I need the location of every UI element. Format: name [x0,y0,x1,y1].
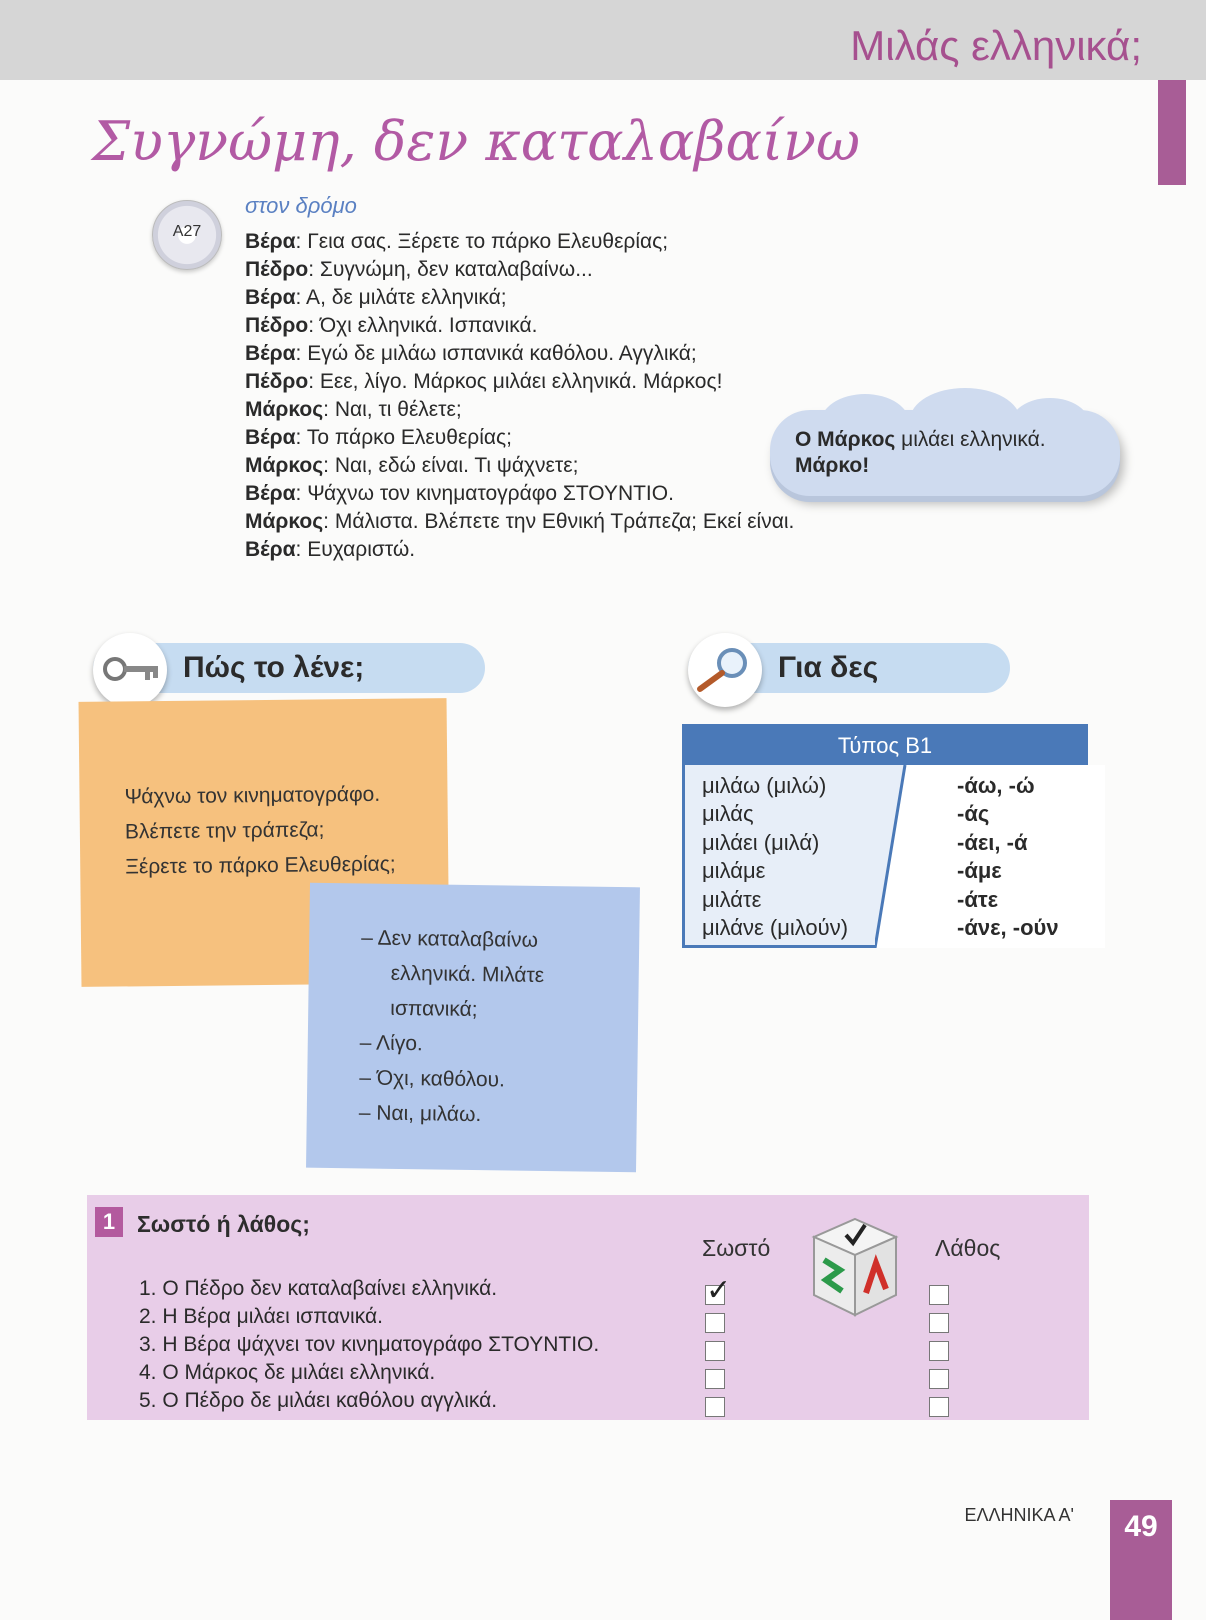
exercise-title: Σωστό ή λάθος; [137,1211,310,1237]
dialogue-speaker: Βέρα [245,538,296,561]
answer-line: ισπανικά; [390,996,478,1022]
dialogue-speaker: Μάρκος [245,398,324,421]
dialogue-line [245,368,794,396]
dialogue-speaker: Βέρα [245,286,296,309]
grammar-endings [957,772,1059,942]
dice-icon [810,1215,900,1320]
grammar-ending: -άει, -ά [957,829,1028,855]
grammar-table [682,724,1088,948]
dialogue-speaker: Πέδρο [245,258,309,281]
grammar-form: μιλάει (μιλά) [702,829,820,855]
speech-cloud-text [795,427,1046,479]
footer-book-title: ΕΛΛΗΝΙΚΑ Α' [964,1505,1074,1525]
true-column-header: Σωστό [702,1235,771,1261]
grammar-form: μιλάω (μιλώ) [702,773,827,798]
exercise-items [139,1275,599,1415]
dialogue-text: : Μάλιστα. Βλέπετε την Εθνική Τράπεζα; Εκεί είναι. [323,510,795,533]
dialogue-line [245,228,794,256]
checkmark-icon: ✓ [706,1274,732,1307]
dialogue-speaker: Πέδρο [245,314,309,337]
false-checkbox[interactable] [929,1285,949,1305]
grammar-form: μιλάμε [702,858,766,884]
grammar-form: μιλάνε (μιλούν) [702,915,849,941]
lesson-title: Συγνώμη, δεν καταλαβαίνω [92,110,861,173]
answers-note [306,883,640,1173]
grammar-form: μιλάτε [702,886,762,912]
speech-cloud [770,410,1120,496]
exercise-item: 4. Ο Μάρκος δε μιλάει ελληνικά. [139,1361,436,1384]
dialogue-text: : Εεε, λίγο. Μάρκος μιλάει ελληνικά. Μάρκος! [308,370,723,393]
dialogue-text: : Όχι ελληνικά. Ισπανικά. [308,314,538,337]
dialogue-speaker: Βέρα [245,426,296,449]
question-line: Ψάχνω τον κινηματογράφο. [124,782,381,809]
dialogue-line [245,284,794,312]
grammar-ending: -άμε [957,858,1002,884]
dialogue-speaker: Βέρα [245,230,296,253]
dialogue-text: : Ναι, εδώ είναι. Τι ψάχνετε; [323,454,579,477]
grammar-forms [702,772,848,942]
exercise-item: 3. Η Βέρα ψάχνει τον κινηματογράφο ΣΤΟΥΝΤΙΟ. [139,1333,600,1356]
false-checkbox[interactable] [929,1397,949,1417]
chapter-title: Μιλάς ελληνικά; [850,22,1142,69]
page-number: 49 [1124,1510,1158,1543]
dialogue-line [245,536,794,564]
true-false-exercise [87,1195,1089,1420]
dialogue-text: : Α, δε μιλάτε ελληνικά; [295,286,507,309]
dialogue-text: : Εγώ δε μιλάω ισπανικά καθόλου. Αγγλικά; [295,342,697,365]
dialogue-text: : Ψάχνω τον κινηματογράφο ΣΤΟΥΝΤΙΟ. [295,482,674,505]
grammar-ending: -άω, -ώ [957,773,1035,798]
answer-line: – Λίγο. [359,1031,423,1056]
dialogue-text: : Ευχαριστώ. [295,538,416,561]
dialogue-line [245,424,794,452]
false-column-header: Λάθος [935,1235,1001,1261]
speech-cloud-line2: Μάρκο! [795,454,870,477]
dialogue-text: : Το πάρκο Ελευθερίας; [295,426,513,449]
dialogue-line [245,508,794,536]
dialogue-speaker: Μάρκος [245,454,324,477]
question-line: Ξέρετε το πάρκο Ελευθερίας; [125,852,396,879]
dialogue-text: : Γεια σας. Ξέρετε το πάρκο Ελευθερίας; [295,230,669,253]
grammar-title: Για δες [778,651,879,684]
dialogue [245,193,794,564]
speech-cloud-rest: μιλάει ελληνικά. [895,428,1046,451]
true-checkbox[interactable] [705,1313,725,1333]
answers-list [359,920,545,1133]
exercise-item: 2. Η Βέρα μιλάει ισπανικά. [139,1305,383,1328]
dialogue-text: : Ναι, τι θέλετε; [323,398,462,421]
phrases-section-header [93,643,485,693]
dialogue-speaker: Μάρκος [245,510,324,533]
dialogue-line [245,480,794,508]
dialogue-text: : Συγνώμη, δεν καταλαβαίνω... [308,258,593,281]
grammar-table-title: Τύπος Β1 [685,727,1085,765]
true-checkbox[interactable] [705,1274,732,1307]
dialogue-setting: στον δρόμο [245,193,357,218]
dialogue-line [245,396,794,424]
dialogue-line [245,312,794,340]
answer-line: – Δεν καταλαβαίνω [361,926,539,952]
dialogue-speaker: Βέρα [245,342,296,365]
purple-side-tab [1158,80,1186,185]
exercise-item: 5. Ο Πέδρο δε μιλάει καθόλου αγγλικά. [139,1389,498,1412]
grammar-section-header [688,643,1010,693]
dialogue-line [245,452,794,480]
false-checkbox[interactable] [929,1341,949,1361]
false-checkbox[interactable] [929,1369,949,1389]
dialogue-line [245,256,794,284]
key-icon [93,633,167,707]
speech-cloud-bold: Ο Μάρκος [795,428,896,451]
magnifier-icon [688,633,762,707]
answer-line: – Όχι, καθόλου. [359,1066,506,1092]
true-checkbox[interactable] [705,1341,725,1361]
false-checkbox[interactable] [929,1313,949,1333]
answer-line: – Ναι, μιλάω. [358,1101,482,1127]
audio-track-label: A27 [172,223,202,240]
true-checkbox[interactable] [705,1397,725,1417]
audio-cd-icon[interactable] [152,200,222,270]
dialogue-line [245,340,794,368]
grammar-form: μιλάς [702,801,754,827]
question-line: Βλέπετε την τράπεζα; [124,818,325,844]
true-checkbox[interactable] [705,1369,725,1389]
answer-line: ελληνικά. Μιλάτε [390,961,545,987]
page-number-block [1110,1500,1172,1620]
exercise-item: 1. Ο Πέδρο δεν καταλαβαίνει ελληνικά. [139,1277,498,1300]
exercise-number: 1 [95,1207,123,1237]
questions-list [124,777,396,885]
grammar-ending: -άτε [957,886,999,912]
grammar-ending: -άνε, -ούν [957,915,1059,941]
dialogue-speaker: Βέρα [245,482,296,505]
dialogue-speaker: Πέδρο [245,370,309,393]
phrases-title: Πώς το λένε; [183,651,365,684]
grammar-ending: -άς [957,801,990,827]
dialogue-lines [245,228,794,564]
